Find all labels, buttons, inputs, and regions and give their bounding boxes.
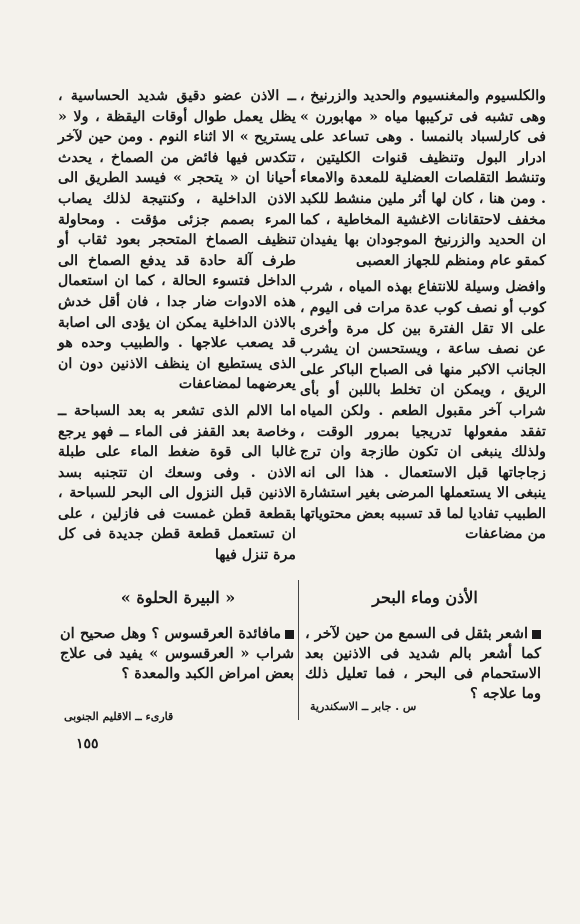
page-number: ١٥٥: [76, 736, 99, 752]
reader-question-licorice: [60, 624, 294, 684]
reader-question-ear: [305, 624, 541, 704]
paragraph: اما الالم الذى تشعر به بعد السباحة ــ وخاصة بعد القفز فى الماء ــ فهو يرجع غالبا الى قوة ضغط الماء على طبلة الاذن . وفى وسعك ان تتجنبه بسد الاذنين قبل النزول الى البحر للسباحة ، بقطعة قطن غمست فى فازلين ، على ان تستعمل قطعة قطن جديدة فى كل مرة تنزل فيها: [58, 402, 296, 564]
paragraph: ــ الاذن عضو دقيق شديد الحساسية ، يظل يعمل طوال أوقات اليقظة ، ولا « يستريح » الا اثناء النوم . ومن حين لآخر تتكدس فيها فائض من الصماخ ، يحدث أحيانا ان « يتحجر » فيسد الطريق الى الاذن الداخلية ، وكنتيجة لذلك يصاب المرء بصمم جزئى مؤقت . ومحاولة تنظيف الصماخ المتحجر بعود ثقاب أو طرف آلة حادة قد يدفع الصماخ الى الداخل فتسوء الحالة ، كما ان استعمال هذه الادوات ضار جدا ، فان أقل خدش بالاذن الداخلية يمكن ان يؤدى الى اصابة قد يصعب علاجها . والطبيب وحده هو الذى يستطيع ان ينظف الاذنين دون ان يعرضهما لمضاعفات: [58, 88, 296, 393]
question-sender: س . جابر ــ الاسكندرية: [310, 700, 417, 713]
question-text: مافائدة العرقسوس ؟ وهل صحيح ان شراب « العرقسوس » يفيد فى علاج بعض امراض الكبد والمعدة ؟: [60, 625, 294, 682]
column-divider: [298, 580, 299, 720]
section-heading-licorice: « البيرة الحلوة »: [120, 588, 236, 607]
question-text: اشعر بثقل فى السمع من حين لآخر ، كما أشعر بالم شديد فى الاذنين بعد الاستحمام فى البحر ، فما تعليل ذلك وما علاجه ؟: [305, 625, 541, 702]
article-column-left: [58, 86, 296, 572]
paragraph: والكلسيوم والمغنسيوم والحديد والزرنيخ ، وهى تشبه فى تركيبها مياه « مهابورن » فى كارلسباد بالنمسا . وهى تساعد على ادرار البول وتنظيف قنوات الكليتين ، وتنشط التقلصات العضلية للمعدة والامعاء . ومن هنا ، كان لها أثر ملين منشط للكبد مخفف لاحتقانات الاغشية المخاطية ، كما ان الحديد والزرنيخ الموجودان بها يفيدان كمقو عام ومنظم للجهاز العصبى: [300, 88, 546, 269]
paragraph: وافضل وسيلة للانتفاع بهذه المياه ، شرب كوب أو نصف كوب عدة مرات فى اليوم ، على الا تقل الفترة بين كل مرة وأخرى عن نصف ساعة ، ويستحسن ان يشرب الجانب الاكبر منها فى الصباح الباكر على الريق ، ويمكن ان تخلط باللبن أو بأى شراب آخر مقبول الطعم . ولكن المياه تفقد مفعولها تدريجيا بمرور الوقت ، ولذلك ينبغى ان تكون طازجة وان ترج زجاجاتها قبل الاستعمال . هذا الى انه ينبغى الا يستعملها المرضى بغير استشارة الطبيب تفاديا لما قد تسببه بعض محتوياتها من مضاعفات: [300, 279, 546, 543]
bullet-square-icon: [532, 630, 541, 639]
bullet-square-icon: [285, 630, 294, 639]
section-heading-ear: الأذن وماء البحر: [372, 588, 478, 607]
question-sender: قارىء ــ الاقليم الجنوبى: [64, 710, 174, 723]
article-column-right: [300, 86, 546, 551]
